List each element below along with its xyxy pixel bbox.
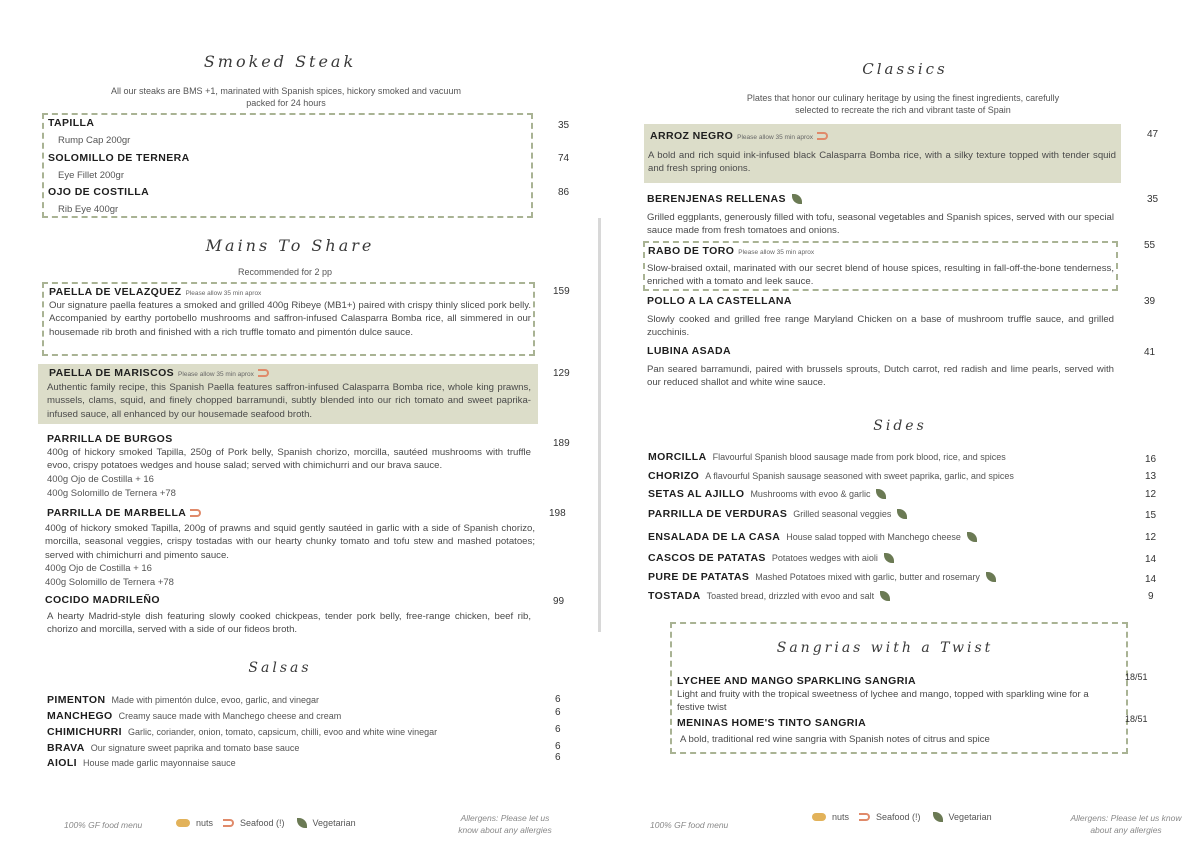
sangria-name-tinto: MENINAS HOME'S TINTO SANGRIA: [677, 717, 867, 729]
main-name-parrilla-marbella: PARRILLA DE MARBELLA: [47, 507, 201, 519]
main-desc-parrilla-marbella: 400g of hickory smoked Tapilla, 200g of prawns and squid gently sautéed in garlic with a side of Spanish chorizo, morcilla, seasonal veggies, crispy tostadas with our hearty chunky tomato and tofu stew and mashed potatoes; served with chimichurri and pimento sauce.: [45, 523, 535, 561]
side-price-tostada: 9: [1148, 591, 1154, 602]
vegetarian-icon: [792, 194, 802, 204]
nuts-icon: [812, 813, 826, 821]
seafood-icon: [190, 509, 201, 517]
nuts-icon: [176, 819, 190, 827]
main-desc-paella-mariscos: Authentic family recipe, this Spanish Paella features saffron-infused Calasparra Bomba rice, whole king prawns, mussels, clams, squid, and finely chopped barramundi, subtly blended into our rich tomato and sweet paprika-infused sauce, all enhanced by our housemade seafood broth.: [47, 382, 531, 420]
legend-nuts: nuts: [196, 818, 214, 828]
smoked-steak-box: [42, 113, 533, 218]
classic-desc-rabo-de-toro: Slow-braised oxtail, marinated with our secret blend of house spices, resulting in fall-off-the-bone tenderness, enriched with a tomato and leek sauce.: [647, 263, 1114, 288]
salsas-title: Salsas: [248, 660, 312, 676]
steak-price-tapilla: 35: [558, 120, 570, 131]
main-price-parrilla-burgos: 189: [553, 438, 570, 449]
sangria-desc-tinto: A bold, traditional red wine sangria with Spanish notes of citrus and spice: [680, 734, 990, 745]
salsa-price-pimenton: 6: [555, 694, 561, 705]
smoked-steak-title: Smoked Steak: [203, 52, 357, 71]
main-extra2-parrilla-burgos: 400g Solomillo de Ternera +78: [47, 488, 176, 499]
steak-name-ojo: OJO DE COSTILLA: [48, 186, 150, 198]
vegetarian-icon: [897, 509, 907, 519]
main-price-paella-mariscos: 129: [553, 368, 570, 379]
steak-price-ojo: 86: [558, 187, 570, 198]
page-divider: [598, 218, 601, 632]
main-extra2-parrilla-marbella: 400g Solomillo de Ternera +78: [45, 577, 174, 588]
salsa-name-aioli: AIOLI House made garlic mayonnaise sauce: [47, 757, 236, 769]
main-name-paella-mariscos: PAELLA DE MARISCOS Please allow 35 min aprox: [49, 367, 269, 379]
steak-cut-solomillo: Eye Fillet 200gr: [58, 170, 125, 181]
classic-price-lubina: 41: [1144, 347, 1156, 358]
classic-name-arroz-negro: ARROZ NEGRO Please allow 35 min aprox: [650, 130, 828, 142]
classic-price-berenjenas: 35: [1147, 194, 1159, 205]
classic-desc-arroz-negro: A bold and rich squid ink-infused black Calasparra Bomba rice, with a silky texture topped with tender squid and fresh spring onions.: [648, 150, 1116, 175]
main-price-paella-velazquez: 159: [553, 286, 570, 297]
main-name-paella-velazquez: PAELLA DE VELAZQUEZ Please allow 35 min aprox: [49, 286, 262, 298]
salsa-name-manchego: MANCHEGO Creamy sauce made with Manchego cheese and cream: [47, 710, 342, 722]
classic-desc-lubina: Pan seared barramundi, paired with brussels sprouts, Dutch carrot, red radish and lime pearls, served with our reduced shallot and white wine sauce.: [647, 364, 1114, 389]
main-desc-cocido: A hearty Madrid-style dish featuring slowly cooked chickpeas, tender pork belly, free-range chicken, beef rib, chorizo and morcilla, served with a side of our fideos broth.: [47, 611, 531, 636]
classic-name-lubina: LUBINA ASADA: [647, 345, 731, 357]
mains-title: Mains To Share: [205, 236, 375, 255]
sangria-price-lychee: 18/51: [1125, 672, 1148, 682]
side-price-ensalada: 12: [1145, 532, 1157, 543]
vegetarian-icon: [297, 818, 307, 828]
side-name-ensalada: ENSALADA DE LA CASA House salad topped with Manchego cheese: [648, 531, 977, 543]
main-extra1-parrilla-marbella: 400g Ojo de Costilla + 16: [45, 563, 152, 574]
classic-desc-pollo: Slowly cooked and grilled free range Maryland Chicken on a base of mushroom truffle sauce, and grilled zucchinis.: [647, 314, 1114, 339]
legend-vegetarian: Vegetarian: [948, 812, 992, 822]
seafood-icon: [258, 369, 269, 377]
steak-cut-ojo: Rib Eye 400gr: [58, 204, 119, 215]
mains-subtitle: Recommended for 2 pp: [237, 267, 333, 277]
side-price-chorizo: 13: [1145, 471, 1157, 482]
classic-name-berenjenas: BERENJENAS RELLENAS: [647, 193, 802, 205]
gf-note-left: 100% GF food menu: [64, 820, 143, 830]
side-price-pure: 14: [1145, 574, 1157, 585]
sangria-desc-lychee: Light and fruity with the tropical sweetness of lychee and mango, topped with sparkling wine for a festive twist: [677, 689, 1089, 714]
classic-desc-berenjenas: Grilled eggplants, generously filled with tofu, seasonal vegetables and Spanish spices, served with our special sauce made from fresh tomatoes and onions.: [647, 212, 1114, 237]
legend-left: [176, 818, 356, 828]
vegetarian-icon: [967, 532, 977, 542]
steak-name-tapilla: TAPILLA: [48, 117, 95, 129]
side-price-setas: 12: [1145, 489, 1157, 500]
main-price-parrilla-marbella: 198: [549, 508, 566, 519]
salsa-price-brava: 6: [555, 741, 561, 752]
salsa-name-chimichurri: CHIMICHURRI Garlic, coriander, onion, tomato, capsicum, chilli, evoo and white wine vinegar: [47, 726, 438, 738]
side-price-morcilla: 16: [1145, 454, 1157, 465]
legend-seafood: Seafood (!): [876, 812, 921, 822]
side-price-cascos: 14: [1145, 554, 1157, 565]
classic-price-arroz-negro: 47: [1147, 129, 1159, 140]
steak-name-solomillo: SOLOMILLO DE TERNERA: [48, 152, 190, 164]
main-desc-parrilla-burgos: 400g of hickory smoked Tapilla, 250g of Pork belly, Spanish chorizo, morcilla, sautéed mushrooms with truffle evoo, crispy potatoes wedges and house salad; served with chimichurri and our brava sauce.: [47, 447, 531, 472]
main-name-parrilla-burgos: PARRILLA DE BURGOS: [47, 433, 173, 445]
sides-title: Sides: [873, 418, 927, 434]
seafood-icon: [859, 813, 870, 821]
classic-price-pollo: 39: [1144, 296, 1156, 307]
legend-right: [812, 812, 992, 822]
classics-intro: Plates that honor our culinary heritage by using the finest ingredients, carefully selected to recreate the rich and vibrant taste of Spain: [746, 93, 1060, 115]
vegetarian-icon: [884, 553, 894, 563]
side-name-morcilla: MORCILLA Flavourful Spanish blood sausage made from pork blood, rice, and spices: [648, 451, 1006, 463]
sangria-name-lychee: LYCHEE AND MANGO SPARKLING SANGRIA: [677, 675, 916, 687]
steak-price-solomillo: 74: [558, 153, 570, 164]
main-name-cocido: COCIDO MADRILEÑO: [45, 594, 160, 606]
seafood-icon: [223, 819, 234, 827]
legend-vegetarian: Vegetarian: [312, 818, 356, 828]
classics-title: Classics: [862, 60, 948, 78]
salsa-name-pimenton: PIMENTON Made with pimentón dulce, evoo, garlic, and vinegar: [47, 694, 320, 706]
salsa-price-chimichurri: 6: [555, 724, 561, 735]
side-name-cascos: CASCOS DE PATATAS Potatoes wedges with aioli: [648, 552, 894, 564]
gf-note-right: 100% GF food menu: [650, 820, 729, 830]
seafood-icon: [817, 132, 828, 140]
sangrias-title: Sangrias with a Twist: [776, 640, 994, 656]
allergens-left: Allergens: Please let us know about any allergies: [458, 813, 552, 835]
salsa-price-aioli: 6: [555, 752, 561, 763]
vegetarian-icon: [986, 572, 996, 582]
vegetarian-icon: [880, 591, 890, 601]
side-name-pure: PURE DE PATATAS Mashed Potatoes mixed with garlic, butter and rosemary: [648, 571, 996, 583]
vegetarian-icon: [933, 812, 943, 822]
side-name-chorizo: CHORIZO A flavourful Spanish sausage seasoned with sweet paprika, garlic, and spices: [648, 470, 1014, 482]
side-price-parrilla-verduras: 15: [1145, 510, 1157, 521]
main-price-cocido: 99: [553, 596, 565, 607]
classic-name-pollo: POLLO A LA CASTELLANA: [647, 295, 792, 307]
legend-seafood: Seafood (!): [240, 818, 285, 828]
salsa-name-brava: BRAVA Our signature sweet paprika and tomato base sauce: [47, 742, 300, 754]
salsa-price-manchego: 6: [555, 707, 561, 718]
classic-name-rabo-de-toro: RABO DE TORO Please allow 35 min aprox: [648, 245, 815, 257]
allergens-right: Allergens: Please let us know about any allergies: [1070, 813, 1182, 835]
smoked-steak-intro: All our steaks are BMS +1, marinated with Spanish spices, hickory smoked and vacuum packed for 24 hours: [111, 86, 461, 108]
legend-nuts: nuts: [832, 812, 850, 822]
side-name-tostada: TOSTADA Toasted bread, drizzled with evoo and salt: [648, 590, 890, 602]
side-name-parrilla-verduras: PARRILLA DE VERDURAS Grilled seasonal veggies: [648, 508, 907, 520]
steak-cut-tapilla: Rump Cap 200gr: [58, 135, 131, 146]
main-desc-paella-velazquez: Our signature paella features a smoked and grilled 400g Ribeye (MB1+) paired with crispy thinly sliced pork belly. Accompanied by earthy portobello mushrooms and saffron-infused Calasparra Bomba rice, all simmered in our housemade rib broth and finished with a rich truffle tomato and pimentón dulce sauce.: [49, 300, 531, 338]
classic-price-rabo-de-toro: 55: [1144, 240, 1156, 251]
sangria-price-tinto: 18/51: [1125, 714, 1148, 724]
main-extra1-parrilla-burgos: 400g Ojo de Costilla + 16: [47, 474, 154, 485]
side-name-setas: SETAS AL AJILLO Mushrooms with evoo & garlic: [648, 488, 886, 500]
vegetarian-icon: [876, 489, 886, 499]
